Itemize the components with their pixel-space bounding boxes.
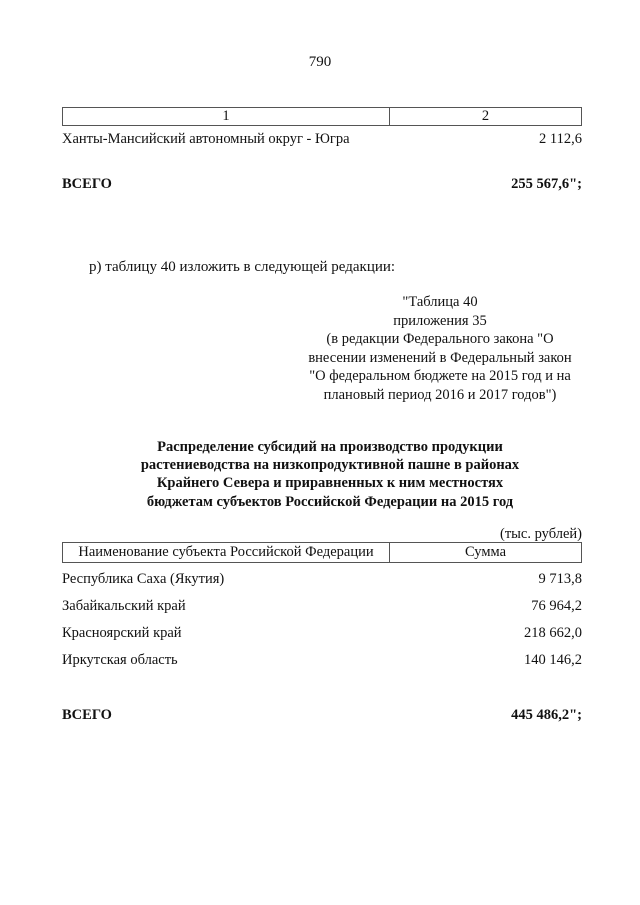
annotation-line: (в редакции Федерального закона "О	[326, 331, 554, 347]
table40-total-row	[62, 707, 582, 724]
region-value: 218 662,0	[524, 625, 582, 641]
region-name: Красноярский край	[62, 625, 182, 641]
annotation-line: приложения 35	[393, 312, 487, 329]
total-value: 445 486,2";	[511, 707, 582, 723]
annotation-line: "Таблица 40	[402, 294, 478, 310]
column-header-2: 2	[481, 108, 490, 124]
region-value: 76 964,2	[531, 598, 582, 614]
title-line: Распределение субсидий на производство продукции	[157, 439, 503, 455]
table-row	[62, 625, 582, 642]
title-line: бюджетам субъектов Российской Федерации на 2015 год	[146, 493, 514, 510]
region-value: 9 713,8	[538, 571, 582, 587]
table-title	[80, 438, 580, 511]
title-line: Крайнего Севера и приравненных к ним местностях	[156, 475, 504, 492]
amendment-instruction: р) таблицу 40 изложить в следующей редакции:	[89, 259, 396, 275]
prev-table-column-header	[62, 107, 582, 126]
table-row	[62, 598, 582, 615]
region-name: Республика Саха (Якутия)	[62, 571, 225, 587]
region-name: Ханты-Мансийский автономный округ - Югра	[62, 131, 350, 147]
table-annotation	[290, 293, 590, 404]
column-header-amount: Сумма	[464, 544, 507, 560]
total-value: 255 567,6";	[511, 176, 582, 192]
page-number: 790	[308, 54, 332, 70]
annotation-line: внесении изменений в Федеральный закон	[308, 349, 572, 366]
table-row	[62, 131, 582, 148]
total-label: ВСЕГО	[62, 176, 112, 192]
column-header-1: 1	[63, 108, 390, 125]
annotation-line: плановый период 2016 и 2017 годов")	[323, 386, 557, 403]
title-line: растениеводства на низкопродуктивной пашне в районах	[140, 457, 520, 474]
annotation-line: "О федеральном бюджете на 2015 год и на	[309, 368, 571, 384]
column-header-region: Наименование субъекта Российской Федерации	[63, 543, 390, 562]
region-value: 2 112,6	[539, 131, 582, 147]
total-label: ВСЕГО	[62, 707, 112, 723]
prev-table-total-row	[62, 176, 582, 193]
table40-column-header	[62, 542, 582, 563]
region-value: 140 146,2	[524, 652, 582, 668]
unit-label: (тыс. рублей)	[500, 526, 582, 542]
table-row	[62, 571, 582, 588]
region-name: Иркутская область	[62, 652, 178, 668]
table-row	[62, 652, 582, 669]
region-name: Забайкальский край	[62, 598, 186, 614]
